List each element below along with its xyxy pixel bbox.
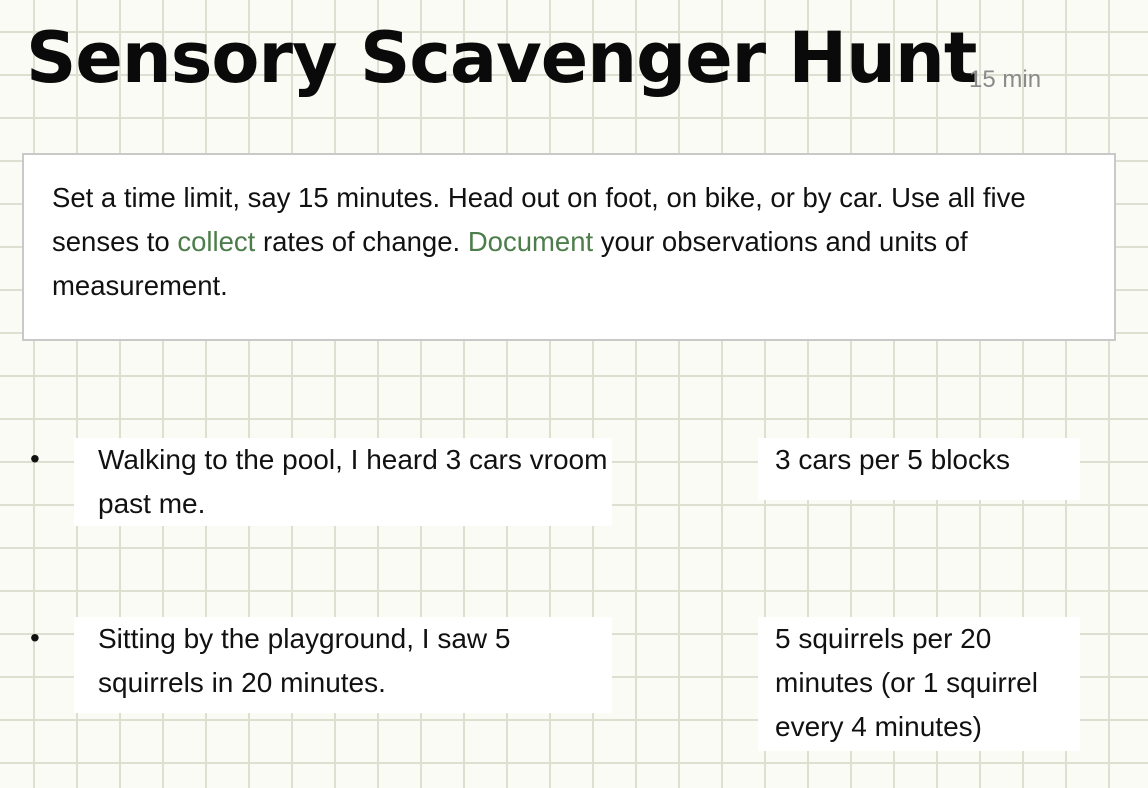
- observation-text: Walking to the pool, I heard 3 cars vroom past me.: [74, 438, 612, 526]
- instructions-text-part-2: rates of change.: [255, 226, 468, 257]
- bullet-icon: •: [30, 443, 40, 474]
- highlight-document: Document: [467, 226, 594, 257]
- page-title: Sensory Scavenger Hunt: [26, 17, 977, 99]
- instructions-text-part-1: Set a time limit, say 15 minutes. Head out on foot, on bike, or by car. Use all five senses to: [52, 182, 1026, 257]
- instructions-text-part-3: your observations and units of measurement.: [52, 226, 968, 301]
- instructions-text: [52, 176, 1086, 308]
- instructions-box: [22, 153, 1116, 341]
- duration-label: 15 min: [969, 66, 1042, 93]
- observation-text: Sitting by the playground, I saw 5 squirrels in 20 minutes.: [74, 617, 612, 713]
- bullet-icon: •: [30, 622, 40, 653]
- rate-text: 5 squirrels per 20 minutes (or 1 squirrel every 4 minutes): [758, 617, 1080, 751]
- rate-text: 3 cars per 5 blocks: [758, 438, 1080, 500]
- highlight-collect: collect: [177, 226, 256, 257]
